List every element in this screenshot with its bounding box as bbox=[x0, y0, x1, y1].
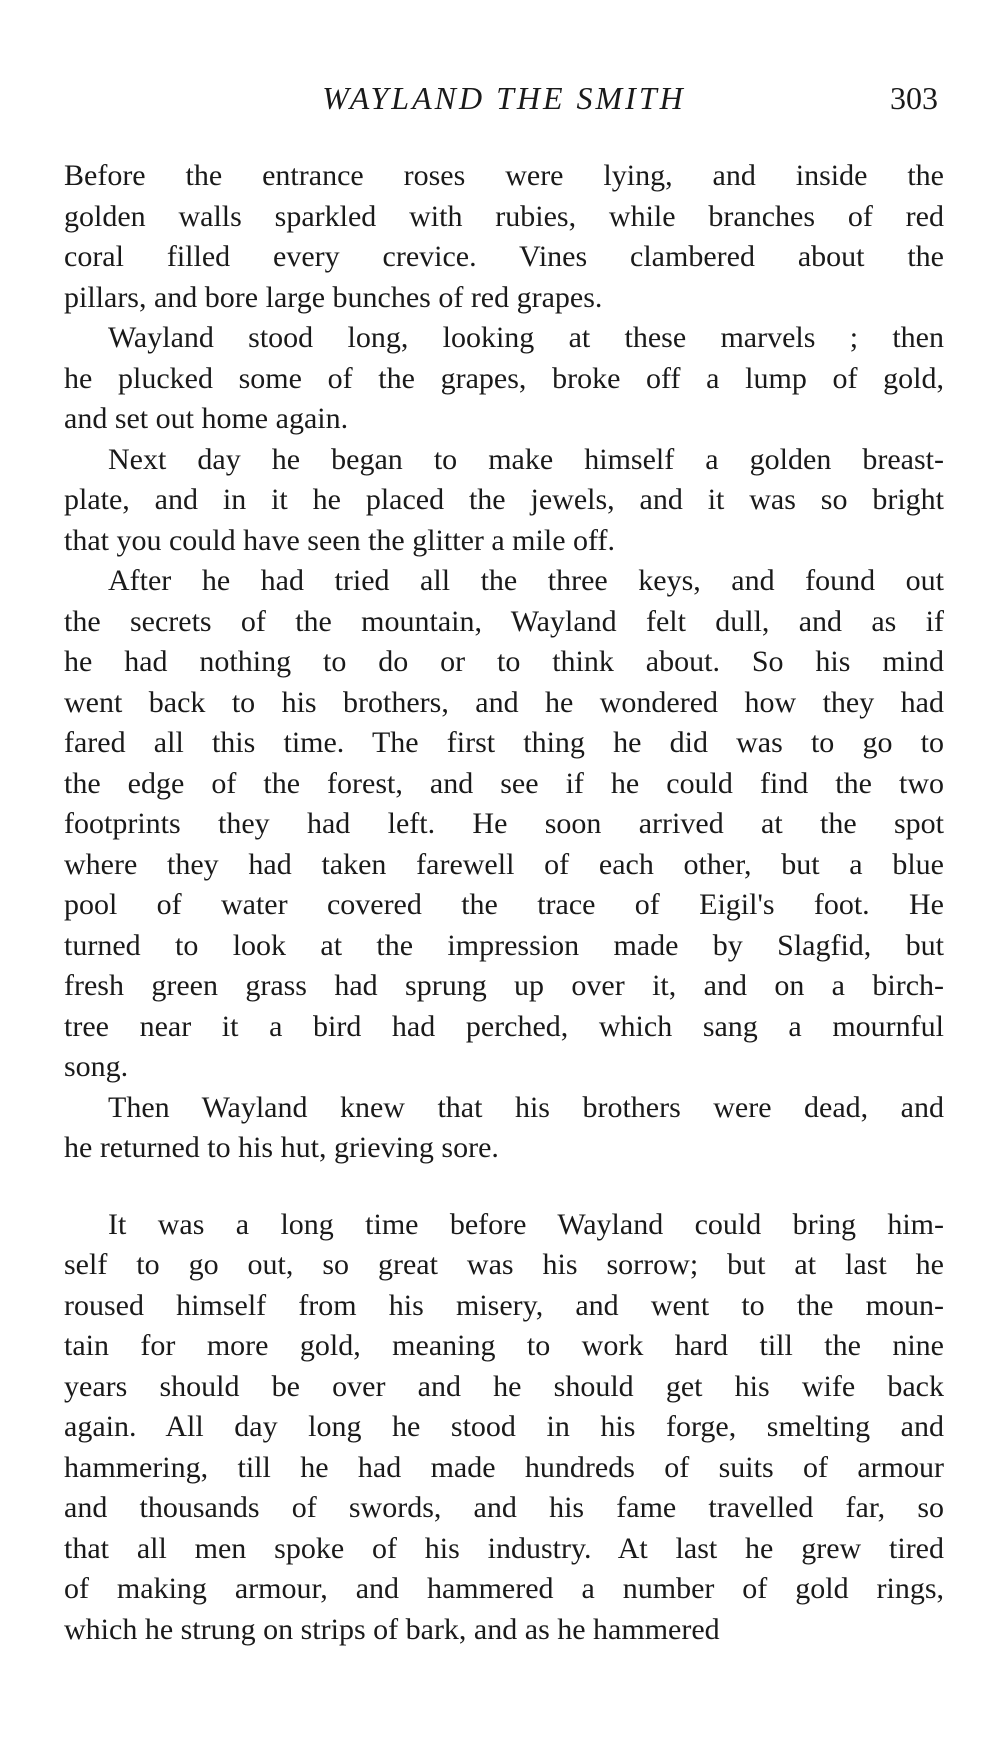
text-line: coral filled every crevice. Vines clambered about the bbox=[64, 240, 944, 273]
paragraph bbox=[64, 156, 944, 318]
text-line: he returned to his hut, grieving sore. bbox=[64, 1131, 499, 1164]
text-line: tree near it a bird had perched, which sang a mournful bbox=[64, 1009, 944, 1043]
text-line: went back to his brothers, and he wondered how they had bbox=[64, 685, 944, 719]
text-line: golden walls sparkled with rubies, while branches of red bbox=[64, 199, 944, 233]
text-line: where they had taken farewell of each other, but a blue bbox=[64, 847, 944, 881]
running-title: WAYLAND THE SMITH bbox=[322, 80, 686, 116]
paragraph bbox=[64, 440, 944, 562]
text-line: song. bbox=[64, 1050, 129, 1083]
text-line: he plucked some of the grapes, broke off a lump of gold, bbox=[64, 361, 944, 395]
text-line: hammering, till he had made hundreds of suits of armour bbox=[64, 1450, 944, 1484]
text-line: It was a long time before Wayland could bring him- bbox=[108, 1207, 944, 1241]
text-line: which he strung on strips of bark, and as he hammered bbox=[64, 1612, 720, 1646]
text-line: After he had tried all the three keys, and found out bbox=[108, 564, 944, 597]
text-line: Then Wayland knew that his brothers were dead, and bbox=[108, 1090, 944, 1124]
text-line: he had nothing to do or to think about. So his mind bbox=[64, 645, 944, 678]
section-break bbox=[64, 1169, 944, 1205]
text-line: years should be over and he should get his wife back bbox=[64, 1369, 944, 1403]
text-line: Wayland stood long, looking at these marvels ; then bbox=[108, 321, 944, 354]
text-line: self to go out, so great was his sorrow; but at last he bbox=[64, 1248, 944, 1281]
text-line: the edge of the forest, and see if he could find the two bbox=[64, 766, 944, 800]
page-number: 303 bbox=[890, 80, 938, 116]
text-line: the secrets of the mountain, Wayland felt dull, and as if bbox=[64, 604, 944, 638]
text-line: tain for more gold, meaning to work hard till the nine bbox=[64, 1329, 944, 1362]
text-line: roused himself from his misery, and went to the moun- bbox=[64, 1288, 944, 1322]
text-line: turned to look at the impression made by Slagfid, but bbox=[64, 928, 944, 962]
text-line: that you could have seen the glitter a mile off. bbox=[64, 523, 615, 557]
text-line: Next day he began to make himself a golden breast- bbox=[108, 442, 944, 476]
text-line: and thousands of swords, and his fame travelled far, so bbox=[64, 1491, 944, 1524]
text-line: fared all this time. The first thing he did was to go to bbox=[64, 726, 944, 759]
text-line: Before the entrance roses were lying, and inside the bbox=[64, 159, 944, 192]
paragraph bbox=[64, 561, 944, 1088]
body-text bbox=[64, 156, 944, 1650]
text-line: fresh green grass had sprung up over it, and on a birch- bbox=[64, 969, 944, 1002]
text-line: that all men spoke of his industry. At last he grew tired bbox=[64, 1531, 944, 1565]
text-line: plate, and in it he placed the jewels, and it was so bright bbox=[64, 483, 944, 516]
text-line: of making armour, and hammered a number of gold rings, bbox=[64, 1572, 944, 1605]
text-line: and set out home again. bbox=[64, 402, 349, 435]
text-line: pool of water covered the trace of Eigil's foot. He bbox=[64, 888, 944, 921]
text-line: again. All day long he stood in his forge, smelting and bbox=[64, 1410, 944, 1443]
paragraph bbox=[64, 318, 944, 440]
paragraph bbox=[64, 1205, 944, 1651]
paragraph bbox=[64, 1088, 944, 1169]
text-line: pillars, and bore large bunches of red grapes. bbox=[64, 280, 603, 314]
running-head bbox=[64, 78, 944, 118]
text-line: footprints they had left. He soon arrived at the spot bbox=[64, 807, 944, 840]
